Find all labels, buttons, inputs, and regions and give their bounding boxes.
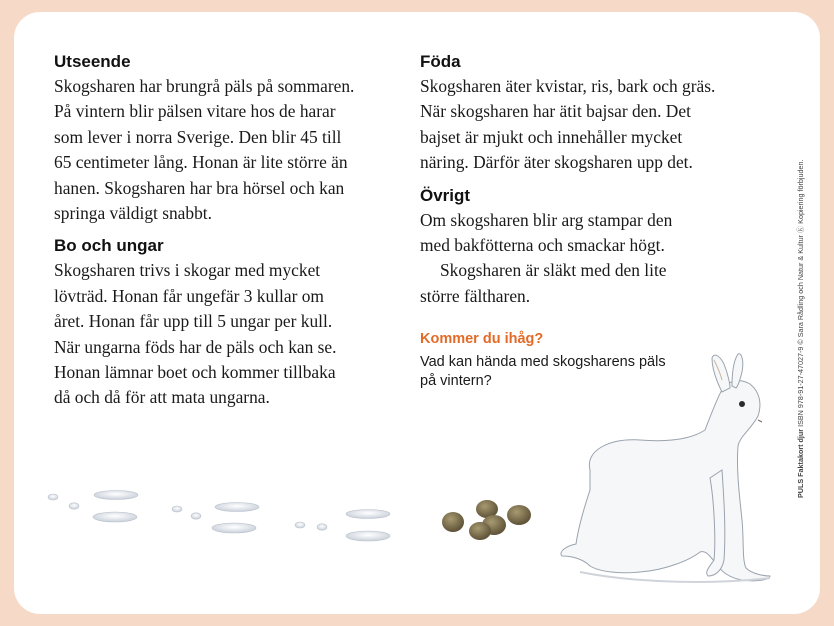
heading-ovrigt: Övrigt: [420, 185, 471, 205]
text-bo-och-ungar: Skogsharen trivs i skogar med mycket lövträd. Honan får ungefär 3 kullar om året. Honan får upp till 5 ungar per kull. När ungarna föds har de päls och kan se. Honan lämnar boet och kommer tillbaka då och då för att mata ungarna.: [54, 260, 337, 408]
heading-utseende: Utseende: [54, 52, 131, 71]
text-utseende: Skogsharen har brungrå päls på sommaren. På vintern blir pälsen vitare hos de harar som lever i norra Sverige. Den blir 45 till 65 centimeter lång. Honan är lite större än hanen. Skogsharen har bra hörsel och kan springa väldigt snabbt.: [54, 76, 355, 224]
text-foda: Skogsharen äter kvistar, ris, bark och gräs. När skogsharen har ätit bajsar den. Det bajset är mjukt och innehåller mycket näring. Därför äter skogsharen upp det.: [420, 76, 716, 173]
text-ovrigt-2: Skogsharen är släkt med den lite större fältharen.: [420, 260, 667, 306]
copyright-side-text: [796, 160, 806, 498]
heading-bo-och-ungar: Bo och ungar: [54, 236, 164, 256]
right-column: [420, 52, 750, 391]
copyright-bold: PULS Faktakort djur: [796, 428, 805, 498]
left-column: [54, 52, 394, 421]
text-ovrigt-1: Om skogsharen blir arg stampar den med bakfötterna och smackar högt.: [420, 209, 673, 256]
question-text: Vad kan hända med skogsharens päls på vintern?: [420, 354, 666, 390]
question-title: Kommer du ihåg?: [420, 331, 544, 348]
copyright-rest: ISBN 978-91-27-47027-9 © Sara Rådling och Natur & Kultur Ⓚ Kopiering förbjuden.: [796, 159, 805, 429]
heading-foda: Föda: [420, 52, 461, 71]
